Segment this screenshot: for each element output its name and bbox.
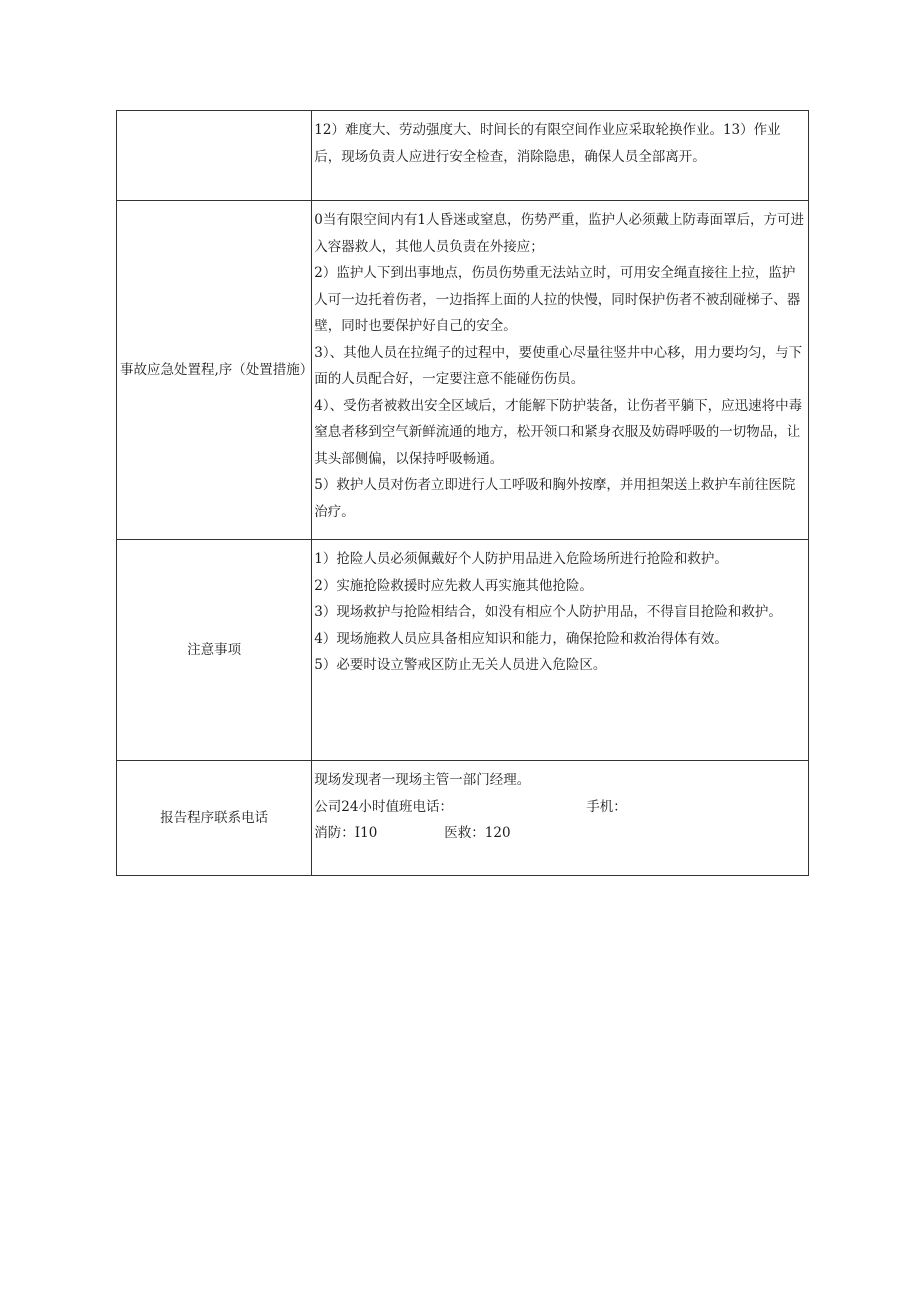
row-content [312,761,809,876]
row-content [312,540,809,761]
list-item: 3）现场救护与抢险相结合，如没有相应个人防护用品，不得盲目抢险和救护。 [314,604,782,620]
row-content [312,201,809,540]
table-row [117,761,809,876]
fire-number: 消防：I10 [314,825,378,841]
row-label: 报告程序联系电话 [117,761,312,876]
list-item: 4）现场施救人员应具备相应知识和能力，确保抢险和救治得体有效。 [314,630,728,647]
list-item: 5）必要时设立警戒区防止无关人员进入危险区。 [314,657,607,673]
list-item: 2）实施抢险救援时应先救人再实施其他抢险。 [314,577,593,594]
row-label: 注意事项 [117,540,312,761]
emergency-procedure-table [116,110,809,876]
list-item: 5）救护人员对伤者立即进行人工呼吸和胸外按摩，并用担架送上救护车前往医院治疗。 [314,477,796,520]
list-item: 4）、受伤者被救出安全区域后，才能解下防护装备，让伤者平躺下，应迅速将中毒窒息者移到空气新鲜流通的地方，松开领口和紧身衣服及妨碍呼吸的一切物品，让其头部侧偏，以保持呼吸畅通。 [314,397,803,467]
table-row [117,201,809,540]
row-content [312,111,809,201]
hotline-label: 公司24小时值班电话： [314,798,453,815]
phone-line [314,794,806,821]
list-item: 2）监护人下到出事地点，伤员伤势重无法站立时，可用安全绳直接往上拉，监护人可一边托着伤者，一边指挥上面的人拉的快慢，同时保护伤者不被刮碰梯子、器壁，同时也要保护好自己的安全。 [314,265,801,334]
report-procedure: 现场发现者一现场主管一部门经理。 [314,772,531,788]
list-item: 3）、其他人员在拉绳子的过程中，要使重心尽量往竖井中心移，用力要均匀，与下面的人员配合好，一定要注意不能碰伤伤员。 [314,344,803,387]
list-item: 12）难度大、劳动强度大、时间长的有限空间作业应采取轮换作业。13）作业后，现场负责人应进行安全检查，消除隐患，确保人员全部离开。 [314,122,781,165]
row-label [117,111,312,201]
row-label: 事故应急处置程,序（处置措施） [117,201,312,540]
mobile-label: 手机： [586,798,627,815]
medical-number: 医救：120 [444,825,511,841]
list-item: 1）抢险人员必须佩戴好个人防护用品进入危险场所进行抢险和救护。 [314,551,728,567]
table-row [117,540,809,761]
table-row [117,111,809,201]
emergency-numbers [314,820,806,847]
list-item: 0当有限空间内有1人昏迷或窒息，伤势严重，监护人必须戴上防毒面罩后，方可进入容器救人，其他人员负责在外接应； [314,212,804,255]
